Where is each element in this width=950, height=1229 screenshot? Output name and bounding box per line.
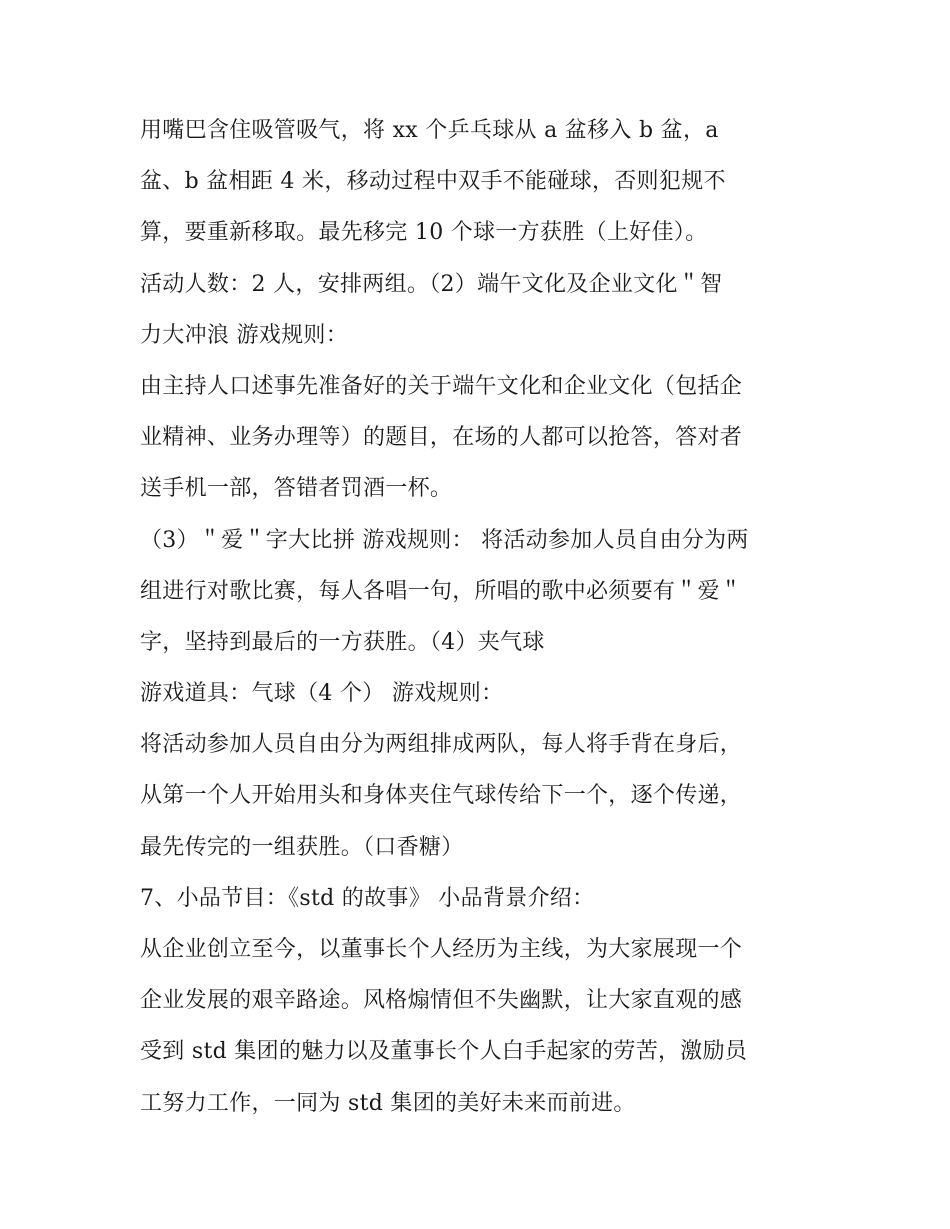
text-line: 组进行对歌比赛，每人各唱一句，所唱的歌中必须要有＂爱＂ — [140, 578, 743, 604]
text-line: 7、小品节目：《std 的故事》 小品背景介绍： — [140, 885, 595, 911]
text-line: 受到 std 集团的魅力以及董事长个人白手起家的劳苦，激励员 — [140, 1039, 748, 1065]
text-line: 业精神、业务办理等）的题目，在场的人都可以抢答，答对者 — [140, 425, 743, 451]
text-line: 最先传完的一组获胜。（口香糖） — [140, 834, 464, 860]
text-line: 从企业创立至今，以董事长个人经历为主线，为大家展现一个 — [140, 937, 743, 962]
text-line: 工努力工作，一同为 std 集团的美好未来而前进。 — [140, 1090, 636, 1116]
text-line: 算，要重新移取。最先移完 10 个球一方获胜（上好佳）。 — [140, 220, 708, 246]
text-line: 用嘴巴含住吸管吸气，将 xx 个乒乓球从 a 盆移入 b 盆，a — [140, 118, 719, 143]
text-line: 企业发展的艰辛路途。风格煽情但不失幽默，让大家直观的感 — [140, 988, 743, 1014]
text-line: （3）＂爱＂字大比拼 游戏规则： 将活动参加人员自由分为两 — [140, 527, 749, 553]
document-body — [140, 112, 820, 1136]
text-line: 活动人数：2 人，安排两组。（2）端午文化及企业文化＂智 — [140, 271, 723, 297]
text-line: 从第一个人开始用头和身体夹住气球传给下一个，逐个传递， — [140, 783, 743, 809]
text-line: 盆、b 盆相距 4 米，移动过程中双手不能碰球，否则犯规不 — [140, 169, 726, 195]
text-line: 力大冲浪 游戏规则： — [140, 322, 348, 348]
text-line: 将活动参加人员自由分为两组排成两队，每人将手背在身后， — [140, 732, 743, 758]
text-line: 由主持人口述事先准备好的关于端午文化和企业文化（包括企 — [140, 373, 743, 399]
text-line: 游戏道具：气球（4 个） 游戏规则： — [140, 681, 504, 707]
text-line: 送手机一部，答错者罚酒一杯。 — [140, 476, 453, 502]
text-line: 字，坚持到最后的一方获胜。（4）夹气球 — [140, 629, 545, 655]
